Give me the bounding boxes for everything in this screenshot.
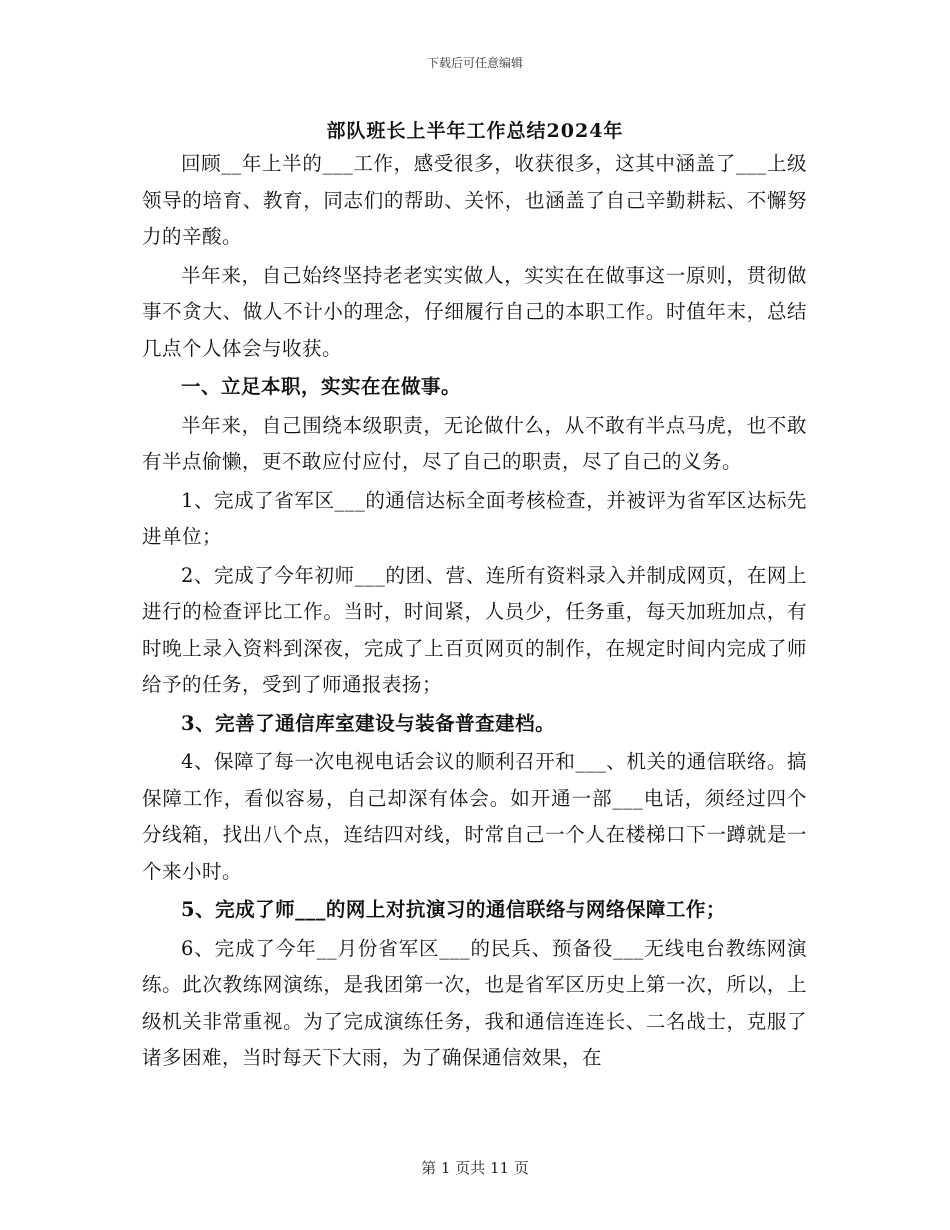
header-note: 下载后可任意编辑: [426, 56, 523, 70]
list-item-6: 6、完成了今年__月份省军区___的民兵、预备役___无线电台教练网演练。此次教练网演练，是我团第一次，也是省军区历史上第一次，所以，上级机关非常重视。为了完成演练任务，我和通信连连长、二名战士，克服了诸多困难，当时每天下大雨，为了确保通信效果，在: [142, 936, 807, 1069]
list-item-4: 4、保障了每一次电视电话会议的顺利召开和___、机关的通信联络。搞保障工作，看似容易，自己却深有体会。如开通一部___电话，须经过四个分线箱，找出八个点，连结四对线，时常自己一个人在楼梯口下一蹲就是一个来小时。: [142, 750, 807, 883]
document-body: [142, 146, 807, 1079]
list-item-1: 1、完成了省军区___的通信达标全面考核检查，并被评为省军区达标先进单位；: [142, 488, 807, 548]
document-title: 部队班长上半年工作总结2024年: [326, 120, 624, 142]
page-number: 第 1 页共 11 页: [421, 1159, 529, 1177]
paragraph-principle: 半年来，自己始终坚持老老实实做人，实实在在做事这一原则，贯彻做事不贪大、做人不计小的理念，仔细履行自己的本职工作。时值年末，总结几点个人体会与收获。: [142, 263, 807, 360]
list-item-5: 5、完成了师___的网上对抗演习的通信联络与网络保障工作；: [181, 898, 726, 921]
list-item-2: 2、完成了今年初师___的团、营、连所有资料录入并制成网页，在网上进行的检查评比工作。当时，时间紧，人员少，任务重，每天加班加点，有时晚上录入资料到深夜，完成了上百页网页的制作，在规定时间内完成了师给予的任务，受到了师通报表扬；: [142, 563, 807, 696]
section-heading-1: 一、立足本职，实实在在做事。: [181, 375, 462, 398]
paragraph-intro: 回顾__年上半的___工作，感受很多，收获很多，这其中涵盖了___上级领导的培育、教育，同志们的帮助、关怀，也涵盖了自己辛勤耕耘、不懈努力的辛酸。: [142, 152, 807, 248]
list-item-3: 3、完善了通信库室建设与装备普查建档。: [181, 711, 556, 735]
paragraph-duty: 半年来，自己围绕本级职责，无论做什么，从不敢有半点马虎，也不敢有半点偷懒，更不敢应付应付，尽了自己的职责，尽了自己的义务。: [142, 413, 807, 473]
